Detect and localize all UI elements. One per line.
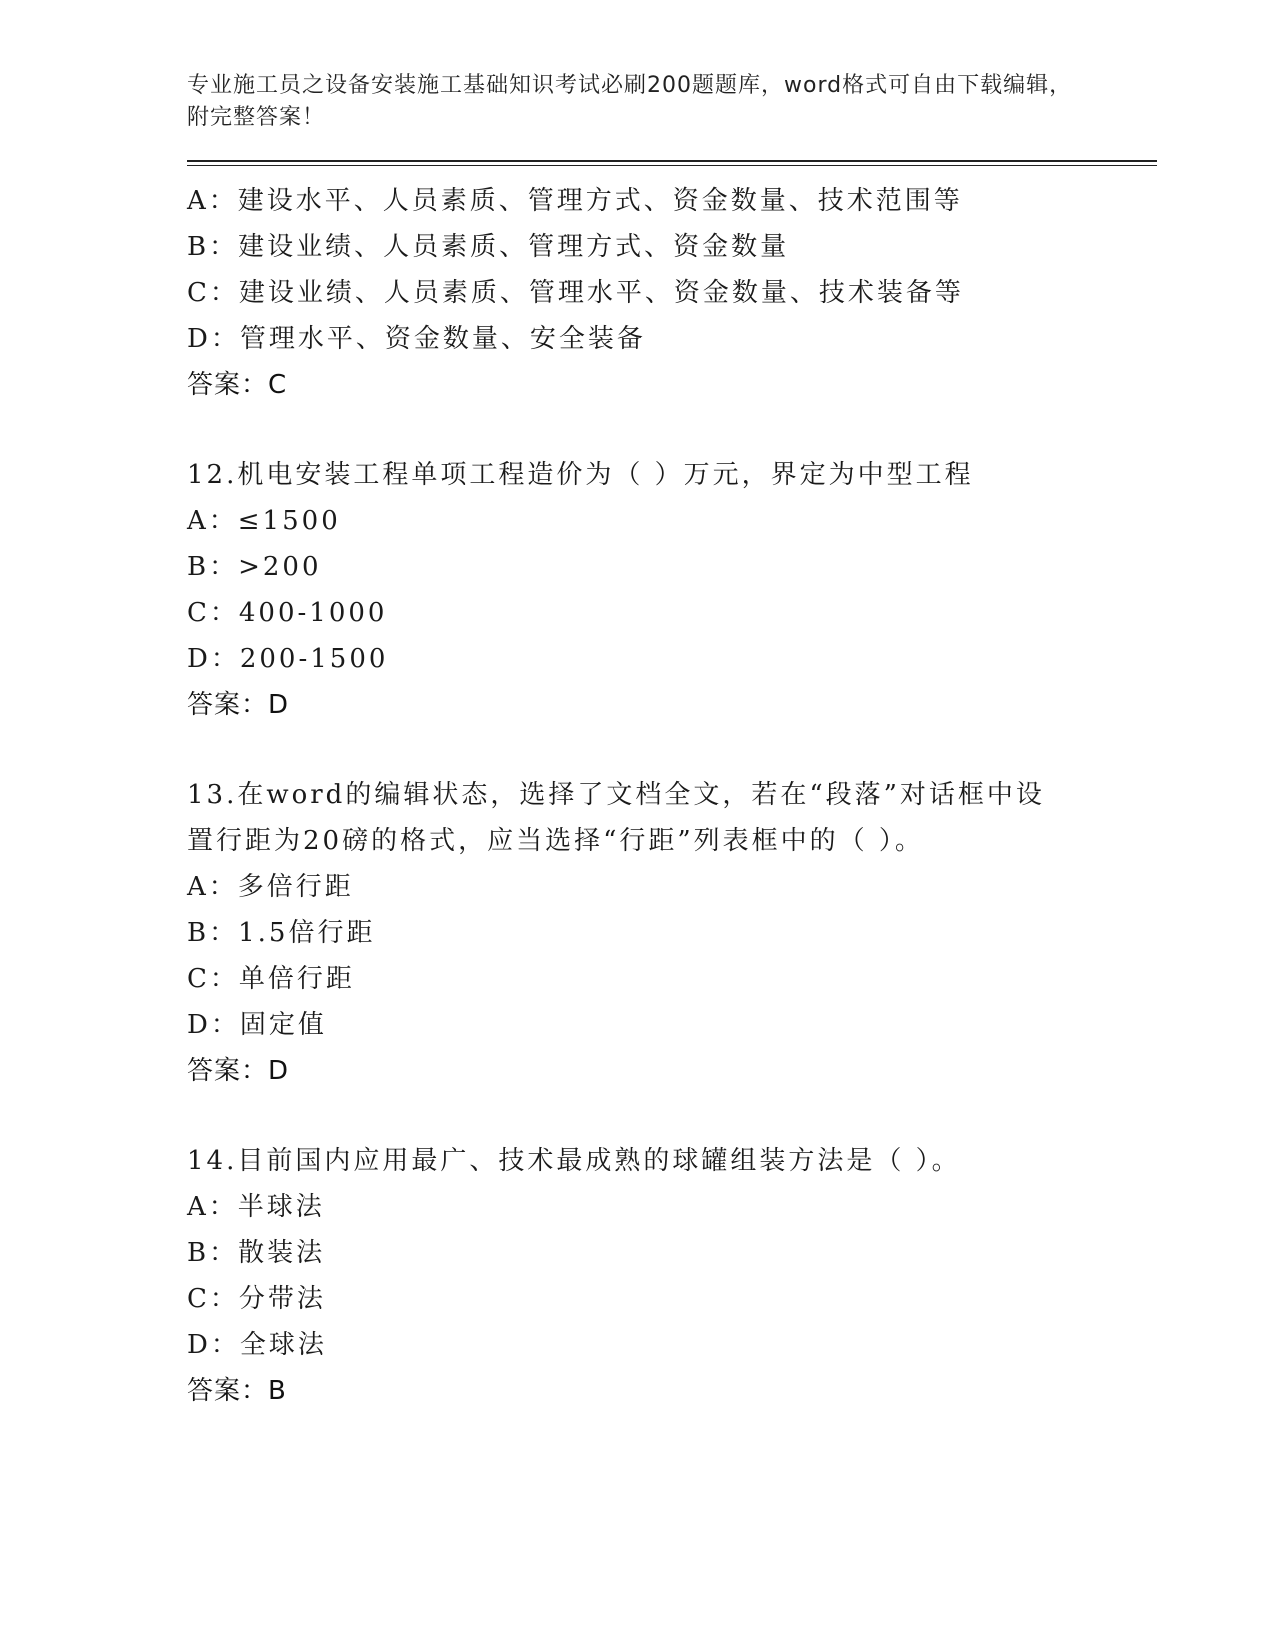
option-d: D：200-1500 [187, 644, 389, 674]
option-d: D：管理水平、资金数量、安全装备 [187, 324, 646, 354]
header-rule-thin [187, 165, 1157, 166]
document-header: 专业施工员之设备安装施工基础知识考试必刷200题题库，word格式可自由下载编辑，附完整答案！ [187, 73, 1073, 130]
option-c: C：400-1000 [187, 598, 388, 628]
header-rule-thick [187, 160, 1157, 162]
option-d: D：固定值 [187, 1010, 327, 1040]
question-13 [187, 772, 1157, 1094]
answer: 答案：D [187, 1056, 290, 1086]
option-c: C：单倍行距 [187, 964, 355, 994]
question-stem-line-2: 置行距为20磅的格式，应当选择“行距”列表框中的（ ）。 [187, 826, 924, 856]
document-page [187, 70, 1157, 1414]
question-stem: 12.机电安装工程单项工程造价为（ ）万元，界定为中型工程 [187, 460, 974, 490]
question-stem-line-1: 13.在word的编辑状态，选择了文档全文，若在“段落”对话框中设 [187, 780, 1045, 810]
option-a: A：建设水平、人员素质、管理方式、资金数量、技术范围等 [187, 186, 963, 216]
answer: 答案：C [187, 370, 288, 400]
option-b: B：>200 [187, 552, 322, 582]
option-c: C：建设业绩、人员素质、管理水平、资金数量、技术装备等 [187, 278, 964, 308]
option-d: D：全球法 [187, 1330, 327, 1360]
option-b: B：1.5倍行距 [187, 918, 376, 948]
question-stem: 14.目前国内应用最广、技术最成熟的球罐组装方法是（ ）。 [187, 1146, 961, 1176]
option-a: A：半球法 [187, 1192, 325, 1222]
answer: 答案：B [187, 1376, 287, 1406]
option-c: C：分带法 [187, 1284, 326, 1314]
answer: 答案：D [187, 690, 290, 720]
question-spacer [187, 728, 1157, 772]
option-b: B：建设业绩、人员素质、管理方式、资金数量 [187, 232, 790, 262]
document-content [187, 178, 1157, 1414]
question-spacer [187, 1094, 1157, 1138]
question-12 [187, 452, 1157, 728]
question-14 [187, 1138, 1157, 1414]
option-b: B：散装法 [187, 1238, 326, 1268]
question-11 [187, 178, 1157, 408]
option-a: A：≤1500 [187, 506, 341, 536]
question-spacer [187, 408, 1157, 452]
option-a: A：多倍行距 [187, 872, 354, 902]
